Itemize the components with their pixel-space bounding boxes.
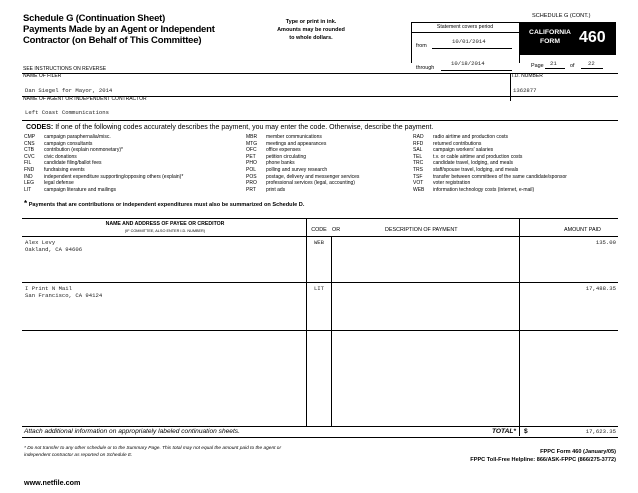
code: FND bbox=[24, 166, 35, 173]
ink-instructions-line3: to whole dollars. bbox=[289, 35, 333, 41]
code-entry bbox=[413, 154, 567, 161]
code: LEG bbox=[24, 180, 35, 187]
form-title-line2: Payments Made by an Agent or Independent bbox=[23, 24, 215, 35]
code: OFC bbox=[246, 147, 257, 154]
code-entry bbox=[413, 167, 567, 174]
filer-name[interactable]: Dan Siegel for Mayor, 2014 bbox=[25, 87, 113, 94]
code-desc: petition circulating bbox=[266, 153, 307, 160]
code-entry bbox=[24, 147, 183, 154]
agent-name-label: NAME OF AGENT OR INDEPENDENT CONTRACTOR bbox=[23, 96, 147, 102]
code: CVC bbox=[24, 153, 35, 160]
code: LIT bbox=[24, 186, 32, 193]
total-label: TOTAL* bbox=[492, 428, 516, 435]
table-row bbox=[25, 285, 102, 299]
see-instructions: SEE INSTRUCTIONS ON REVERSE bbox=[23, 66, 107, 72]
code-desc: candidate filing/ballot fees bbox=[44, 160, 102, 167]
code-entry bbox=[413, 141, 567, 148]
helpline: FPPC Toll-Free Helpline: 866/ASK-FPPC (866/275-3772) bbox=[470, 457, 616, 463]
agent-name[interactable]: Left Coast Communications bbox=[25, 109, 109, 116]
col-header-name: NAME AND ADDRESS OF PAYEE OR CREDITOR bbox=[105, 221, 225, 227]
ink-instructions-line2: Amounts may be rounded bbox=[277, 27, 345, 33]
total-footnote bbox=[24, 446, 281, 459]
code-entry bbox=[246, 167, 359, 174]
codes-footnote bbox=[24, 199, 304, 208]
dollar-sign: $ bbox=[524, 428, 528, 435]
col-header-amount: AMOUNT PAID bbox=[564, 227, 601, 233]
codes-label: CODES: bbox=[26, 124, 54, 131]
code-entry bbox=[246, 187, 359, 194]
code: CMP bbox=[24, 134, 36, 140]
code-desc: phone banks bbox=[266, 160, 295, 167]
website-link[interactable]: www.netfile.com bbox=[24, 478, 81, 487]
code-entry bbox=[413, 187, 567, 194]
code-desc: print ads bbox=[266, 186, 286, 193]
code-desc: transfer between committees of the same candidate/sponsor bbox=[433, 173, 567, 180]
code: SAL bbox=[413, 147, 423, 154]
code: FIL bbox=[24, 160, 32, 167]
code-entry bbox=[246, 174, 359, 181]
code-entry bbox=[24, 160, 183, 167]
form-number: 460 bbox=[579, 29, 606, 46]
code-desc: member communications bbox=[266, 134, 322, 140]
code-entry bbox=[24, 134, 183, 141]
code: IND bbox=[24, 173, 33, 180]
code-entry bbox=[24, 167, 183, 174]
code-entry bbox=[24, 187, 183, 194]
total-amount[interactable]: 17,623.35 bbox=[585, 428, 616, 435]
code-desc: independent expenditure supporting/opposing others (explain)* bbox=[44, 173, 184, 180]
page-total[interactable]: 22 bbox=[588, 60, 595, 67]
code-desc: candidate travel, lodging, and meals bbox=[433, 160, 514, 167]
code-entry bbox=[413, 134, 567, 141]
code: MBR bbox=[246, 134, 258, 140]
page-number[interactable]: 21 bbox=[550, 60, 557, 67]
col-header-description: DESCRIPTION OF PAYMENT bbox=[385, 227, 458, 233]
codes-column-3 bbox=[413, 134, 567, 193]
form-footer-info bbox=[360, 448, 616, 464]
table-row bbox=[25, 239, 82, 253]
ink-instructions bbox=[252, 18, 370, 42]
from-date[interactable]: 10/01/2014 bbox=[452, 38, 486, 45]
code: PET bbox=[246, 153, 256, 160]
payee-address[interactable]: Oakland, CA 94606 bbox=[25, 246, 83, 253]
id-number-label: I.D. NUMBER bbox=[512, 73, 543, 79]
form-id-box bbox=[519, 22, 616, 55]
code-desc: polling and survey research bbox=[266, 166, 328, 173]
code-desc: legal defense bbox=[44, 180, 74, 187]
form-title bbox=[23, 13, 215, 46]
footnote-text: Payments that are contributions or independent expenditures must also be summarized on Schedule D. bbox=[28, 202, 305, 208]
form-label: FORM bbox=[539, 38, 560, 45]
code-desc: campaign literature and mailings bbox=[44, 186, 116, 193]
of-label: of bbox=[570, 63, 575, 69]
code-entry bbox=[246, 160, 359, 167]
code-desc: civic donations bbox=[44, 153, 77, 160]
code-desc: t.v. or cable airtime and production costs bbox=[433, 153, 523, 160]
code: CNS bbox=[24, 140, 35, 147]
code: RAD bbox=[413, 134, 424, 140]
code-desc: voter registration bbox=[433, 180, 471, 187]
code-entry bbox=[246, 147, 359, 154]
amount-paid[interactable]: 135.00 bbox=[595, 239, 616, 246]
payee-name[interactable]: Alex Levy bbox=[25, 239, 56, 246]
code-desc: radio airtime and production costs bbox=[433, 134, 509, 140]
period-label: Statement covers period bbox=[436, 24, 494, 30]
code-entry bbox=[246, 134, 359, 141]
code: RFD bbox=[413, 140, 424, 147]
code: TSF bbox=[413, 173, 423, 180]
col-header-or: OR bbox=[332, 227, 341, 233]
code: TRS bbox=[413, 166, 423, 173]
code-desc: contribution (explain nonmonetary)* bbox=[44, 147, 123, 154]
code-entry bbox=[246, 154, 359, 161]
codes-column-2 bbox=[246, 134, 359, 193]
california-label: CALIFORNIA bbox=[529, 29, 571, 36]
footnote-star: * bbox=[24, 199, 28, 208]
code-desc: postage, delivery and messenger services bbox=[266, 173, 360, 180]
code-desc: staff/spouse travel, lodging, and meals bbox=[433, 166, 519, 173]
code: MTG bbox=[246, 140, 258, 147]
total-footnote-line2: independent contractor as reported on Schedule E. bbox=[24, 452, 133, 458]
code-entry bbox=[24, 174, 183, 181]
code: PRT bbox=[246, 186, 256, 193]
filer-id-number[interactable]: 1362877 bbox=[513, 87, 537, 94]
code: VOT bbox=[413, 180, 424, 187]
page-label: Page bbox=[531, 63, 544, 69]
code: TRC bbox=[413, 160, 424, 167]
col-header-name-sub: (IF COMMITTEE, ALSO ENTER I.D. NUMBER) bbox=[124, 229, 206, 233]
amount-paid[interactable]: 17,488.35 bbox=[585, 285, 616, 292]
code-entry bbox=[24, 154, 183, 161]
code-entry bbox=[413, 174, 567, 181]
code: CTB bbox=[24, 147, 34, 154]
code: POL bbox=[246, 166, 257, 173]
codes-column-1 bbox=[24, 134, 183, 193]
code-desc: returned contributions bbox=[433, 140, 482, 147]
code-entry bbox=[413, 180, 567, 187]
form-version: FPPC Form 460 (January/05) bbox=[540, 449, 616, 455]
code-entry bbox=[413, 147, 567, 154]
schedule-cont-label: SCHEDULE G (CONT.) bbox=[532, 13, 591, 19]
code-entry bbox=[24, 141, 183, 148]
code-desc: fundraising events bbox=[44, 166, 85, 173]
code-desc: campaign paraphernalia/misc. bbox=[44, 134, 111, 140]
attach-note: Attach additional information on appropriately labeled continuation sheets. bbox=[24, 428, 240, 435]
code-desc: professional services (legal, accounting) bbox=[266, 180, 355, 187]
code-desc: information technology costs (internet, e-mail) bbox=[433, 186, 535, 193]
payee-address[interactable]: San Francisco, CA 94124 bbox=[25, 292, 103, 299]
col-header-code: CODE bbox=[311, 227, 327, 233]
code-entry bbox=[413, 160, 567, 167]
code-desc: campaign workers' salaries bbox=[433, 147, 494, 154]
codes-intro-text: If one of the following codes accurately describes the payment, you may enter the code. Otherwise, describe the payment. bbox=[55, 124, 434, 131]
payment-code[interactable]: LIT bbox=[313, 285, 325, 292]
code: WEB bbox=[413, 186, 425, 193]
code-desc: campaign consultants bbox=[44, 140, 93, 147]
codes-intro bbox=[26, 124, 433, 131]
code-entry bbox=[246, 141, 359, 148]
code: POS bbox=[246, 173, 257, 180]
code: PRO bbox=[246, 180, 257, 187]
code: PHO bbox=[246, 160, 257, 167]
through-date[interactable]: 10/18/2014 bbox=[451, 60, 485, 67]
ink-instructions-line1: Type or print in ink. bbox=[285, 19, 337, 25]
code-desc: office expenses bbox=[266, 147, 301, 154]
form-title-line1: Schedule G (Continuation Sheet) bbox=[23, 13, 166, 24]
code-entry bbox=[24, 180, 183, 187]
code-desc: meetings and appearances bbox=[266, 140, 327, 147]
code: TEL bbox=[413, 153, 423, 160]
filer-name-label: NAME OF FILER bbox=[23, 73, 62, 79]
total-footnote-line1: * Do not transfer to any other schedule or to the Summary Page. This total may not equal the amount paid to the agent or bbox=[24, 446, 282, 451]
code-entry bbox=[246, 180, 359, 187]
through-label: through bbox=[416, 65, 435, 71]
form-title-line3: Contractor (on Behalf of This Committee) bbox=[23, 35, 202, 46]
from-label: from bbox=[416, 43, 427, 49]
payment-code[interactable]: WEB bbox=[313, 239, 325, 246]
payee-name[interactable]: I Print N Mail bbox=[25, 285, 72, 292]
